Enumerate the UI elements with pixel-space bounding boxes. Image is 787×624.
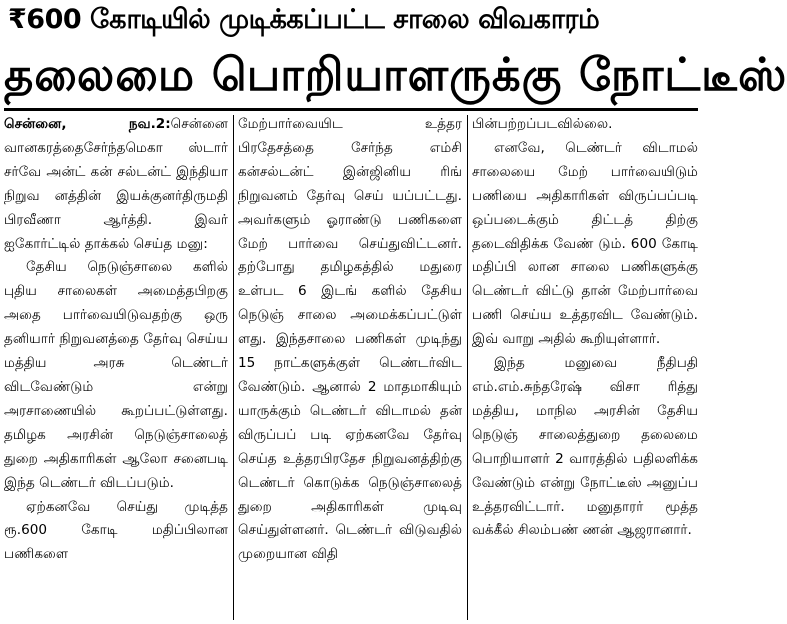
column-separator (467, 115, 468, 620)
paragraph-text: மேற்பார்வையிட உத்தர பிரதேசத்தை சேர்ந்த எம்சி கன்சல்டன்ட் இன்ஜினிய ரிங் நிறுவனம் தேர்வு செய் யப்பட்டது. அவர்களும் ஓராண்டு பணிகளை மேற் பார்வை செய்துவிட்டனர். தற்போது தமிழகத்தில் மதுரை உள்பட 6 இடங் களில் தேசிய நெடுஞ் சாலை அமைக்கப்பட்டுள் ளது. இந்தசாலை பணிகள் முடிந்து 15 நாட்களுக்குள் டெண்டர்விட வேண்டும். ஆனால் 2 மாதமாகியும் யாருக்கும் டெண்டர் விடாமல் தன் விருப்பப் படி ஏற்கனவே தேர்வு செய்த உத்தரபிரதேச நிறுவனத்திற்கு டெண்டர் கொடுக்க நெடுஞ்சாலைத் துறை அதிகாரிகள் முடிவு செய்துள்ளனர். டெண்டர் விடுவதில் முறையான விதி (238, 116, 462, 563)
column-separator (233, 115, 234, 620)
dateline: சென்னை, நவ.2: (4, 116, 171, 132)
headline-divider (4, 108, 698, 111)
article-paragraph (472, 113, 698, 137)
paragraph-text: பின்பற்றப்படவில்லை. (472, 116, 613, 132)
paragraph-text: எனவே, டெண்டர் விடாமல் சாலையை மேற் பார்வையிடும் பணியை அதிகாரிகள் விருப்பப்படி ஒப்படைக்கும் திட்டத் திற்கு தடைவிதிக்க வேண் டும். 600 கோடி மதிப்பி லான சாலை பணிகளுக்கு டெண்டர் விட்டு தான் மேற்பார்வை பணி செய்ய உத்தரவிட வேண்டும். இவ் வாறு அதில் கூறியுள்ளார். (472, 139, 698, 348)
article-paragraph (4, 113, 228, 256)
article-paragraph (4, 256, 228, 495)
paragraph-text: ஏற்கனவே செய்து முடித்த ரூ.600 கோடி மதிப்பிலான பணிகளை (4, 498, 228, 563)
article-paragraph (238, 113, 462, 567)
article-paragraph (472, 137, 698, 352)
article-paragraph (472, 352, 698, 543)
paragraph-text: சென்னை வானகரத்தைசேர்ந்தமெகா ஸ்டார் சர்வே அன்ட் கன் சல்டன்ட் இந்தியா நிறுவ னத்தின் இயக்குனர்திருமதி பிரவீணா ஆர்த்தி. இவர் ஐகோர்ட்டில் தாக்கல் செய்த மனு: (4, 116, 228, 252)
kicker-headline: ₹600 கோடியில் முடிக்கப்பட்ட சாலை விவகாரம் (8, 4, 600, 35)
main-headline: தலைமை பொறியாளருக்கு நோட்டீஸ் (4, 48, 787, 101)
paragraph-text: இந்த மனுவை நீதிபதி எம்.எம்.சுந்தரேஷ் விசா ரித்து மத்திய, மாநில அரசின் தேசிய நெடுஞ் சாலைத்துறை தலைமை பொறியாளர் 2 வாரத்தில் பதிலளிக்க வேண்டும் என்று நோட்டீஸ் அனுப்ப உத்தரவிட்டார். மனுதாரர் மூத்த வக்கீல் சிலம்பண் ணன் ஆஜரானார். (472, 355, 698, 539)
article-column-1 (4, 113, 228, 621)
article-paragraph (4, 496, 228, 568)
article-column-2 (238, 113, 462, 621)
article-column-3 (472, 113, 698, 621)
paragraph-text: தேசிய நெடுஞ்சாலை களில் புதிய சாலைகள் அமைத்தபிறகு அதை பார்வையிடுவதற்கு ஒரு தனியார் நிறுவனத்தை தேர்வு செய்ய மத்திய அரசு டெண்டர் விடவேண்டும் என்று அரசாணையில் கூறப்பட்டுள்ளது. தமிழக அரசின் நெடுஞ்சாலைத் துறை அதிகாரிகள் ஆலோ சனைபடி இந்த டெண்டர் விடப்படும். (4, 259, 228, 491)
